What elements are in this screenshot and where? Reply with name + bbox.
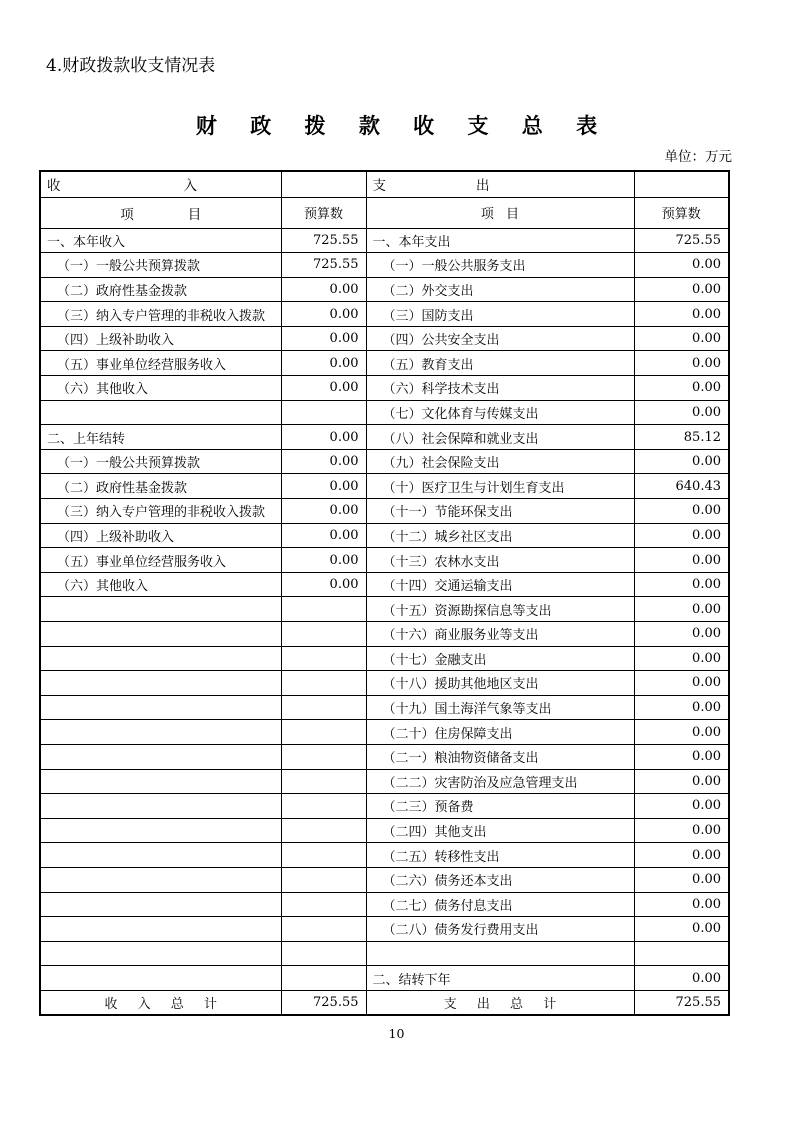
income-value-cell [281,400,366,425]
income-value-cell [281,720,366,745]
expense-item-cell: （二五）转移性支出 [366,843,634,868]
expense-value-cell: 0.00 [634,892,729,917]
income-item-cell: （五）事业单位经营服务收入 [40,548,281,573]
expense-value-cell: 0.00 [634,794,729,819]
income-item-cell: （五）事业单位经营服务收入 [40,351,281,376]
expense-item-cell: （四）公共安全支出 [366,326,634,351]
expense-item-cell: （二四）其他支出 [366,818,634,843]
table-row [40,474,729,499]
income-item-cell [40,818,281,843]
table-row [40,622,729,647]
income-header-left-char: 收 [47,178,61,195]
expense-value-cell: 640.43 [634,474,729,499]
income-value-cell [281,769,366,794]
income-item-cell [40,769,281,794]
income-header-right-char: 入 [183,178,197,195]
table-row [40,326,729,351]
income-group-header-spacer-cell [281,171,366,197]
table-row [40,449,729,474]
expense-value-cell: 0.00 [634,966,729,991]
expense-budget-column-header: 预算数 [634,197,729,228]
expense-item-cell: （十五）资源勘探信息等支出 [366,597,634,622]
income-item-cell [40,695,281,720]
income-item-cell [40,671,281,696]
income-total-value-cell: 725.55 [281,990,366,1015]
income-item-cell: （三）纳入专户管理的非税收入拨款 [40,499,281,524]
income-item-cell [40,720,281,745]
income-value-cell [281,941,366,966]
table-row [40,671,729,696]
income-value-cell: 0.00 [281,277,366,302]
income-item-cell [40,622,281,647]
table-row [40,548,729,573]
table-row [40,867,729,892]
income-total-label-cell: 收 入 总 计 [40,990,281,1015]
budget-table [39,170,730,1016]
table-row [40,917,729,942]
expense-item-cell: （十七）金融支出 [366,646,634,671]
expense-item-cell: （二十）住房保障支出 [366,720,634,745]
table-row [40,646,729,671]
expense-item-cell: （三）国防支出 [366,302,634,327]
expense-value-cell: 0.00 [634,769,729,794]
income-item-cell: （一）一般公共预算拨款 [40,449,281,474]
table-row [40,302,729,327]
income-item-cell: （四）上级补助收入 [40,326,281,351]
table-row [40,818,729,843]
expense-value-cell: 0.00 [634,499,729,524]
income-item-cell: 一、本年收入 [40,228,281,253]
income-value-cell: 0.00 [281,449,366,474]
income-value-cell: 0.00 [281,425,366,450]
expense-item-cell: （一）一般公共服务支出 [366,253,634,278]
table-row [40,253,729,278]
unit-note: 单位：万元 [664,149,732,165]
expense-item-cell: 二、结转下年 [366,966,634,991]
expense-value-cell: 0.00 [634,253,729,278]
table-row [40,941,729,966]
income-value-cell [281,867,366,892]
expense-value-cell: 0.00 [634,302,729,327]
expense-value-cell: 0.00 [634,548,729,573]
income-value-cell: 0.00 [281,474,366,499]
expense-value-cell [634,941,729,966]
income-value-cell: 0.00 [281,548,366,573]
table-row [40,499,729,524]
expense-item-cell: （十四）交通运输支出 [366,572,634,597]
total-row [40,990,729,1015]
expense-value-cell: 0.00 [634,646,729,671]
income-item-cell: （二）政府性基金拨款 [40,277,281,302]
expense-value-cell: 0.00 [634,351,729,376]
expense-item-cell: 一、本年支出 [366,228,634,253]
income-item-header-left-char: 项 [120,206,134,223]
table-row [40,351,729,376]
expense-item-cell: （二八）债务发行费用支出 [366,917,634,942]
income-value-cell [281,671,366,696]
income-value-cell [281,597,366,622]
table-row [40,597,729,622]
income-item-header-right-char: 目 [187,206,202,223]
income-value-cell [281,917,366,942]
expense-value-cell: 0.00 [634,376,729,401]
expense-value-cell: 0.00 [634,449,729,474]
income-value-cell: 725.55 [281,253,366,278]
income-item-cell [40,794,281,819]
expense-item-cell: （十九）国土海洋气象等支出 [366,695,634,720]
income-item-cell [40,400,281,425]
income-value-cell [281,843,366,868]
income-value-cell: 0.00 [281,326,366,351]
expense-item-cell: （十六）商业服务业等支出 [366,622,634,647]
expense-group-header-spacer-cell [634,171,729,197]
expense-header-right-char: 出 [476,178,490,195]
table-row [40,966,729,991]
expense-total-value-cell: 725.55 [634,990,729,1015]
expense-item-cell: （十八）援助其他地区支出 [366,671,634,696]
income-value-cell [281,892,366,917]
expense-item-cell: （十二）城乡社区支出 [366,523,634,548]
expense-group-header [373,174,490,194]
income-value-cell [281,966,366,991]
expense-item-cell: （二六）债务还本支出 [366,867,634,892]
table-row [40,843,729,868]
income-item-cell [40,867,281,892]
expense-value-cell: 85.12 [634,425,729,450]
expense-value-cell: 0.00 [634,277,729,302]
income-budget-column-header: 预算数 [281,197,366,228]
expense-value-cell: 0.00 [634,400,729,425]
expense-value-cell: 0.00 [634,818,729,843]
budget-table-body [40,171,729,1015]
expense-value-cell: 0.00 [634,720,729,745]
group-header-row [40,171,729,197]
expense-item-cell: （六）科学技术支出 [366,376,634,401]
page-title: 财 政 拨 款 收 支 总 表 [195,114,611,138]
expense-total-label-cell: 支 出 总 计 [366,990,634,1015]
expense-value-cell: 0.00 [634,917,729,942]
income-item-cell [40,941,281,966]
table-row [40,794,729,819]
income-item-cell [40,966,281,991]
income-value-cell [281,646,366,671]
expense-value-cell: 0.00 [634,622,729,647]
income-value-cell [281,744,366,769]
expense-item-cell: （五）教育支出 [366,351,634,376]
income-value-cell [281,695,366,720]
expense-header-left-char: 支 [372,178,386,195]
table-row [40,376,729,401]
income-item-cell: （三）纳入专户管理的非税收入拨款 [40,302,281,327]
expense-value-cell: 0.00 [634,572,729,597]
expense-item-cell: （十三）农林水支出 [366,548,634,573]
income-item-cell: （一）一般公共预算拨款 [40,253,281,278]
income-item-cell: （六）其他收入 [40,572,281,597]
table-row [40,720,729,745]
expense-item-cell: （二三）预备费 [366,794,634,819]
table-row [40,892,729,917]
table-row [40,744,729,769]
table-row [40,228,729,253]
income-value-cell: 0.00 [281,523,366,548]
expense-value-cell: 0.00 [634,695,729,720]
expense-item-cell: （二一）粮油物资储备支出 [366,744,634,769]
expense-value-cell: 0.00 [634,671,729,696]
income-value-cell: 0.00 [281,302,366,327]
income-value-cell: 0.00 [281,351,366,376]
income-value-cell: 0.00 [281,572,366,597]
expense-item-cell: （二）外交支出 [366,277,634,302]
expense-item-column-header: 项 目 [366,197,634,228]
expense-value-cell: 725.55 [634,228,729,253]
income-item-cell [40,843,281,868]
expense-item-cell: （二七）债务付息支出 [366,892,634,917]
expense-value-cell: 0.00 [634,843,729,868]
income-item-cell: （二）政府性基金拨款 [40,474,281,499]
income-value-cell [281,818,366,843]
table-row [40,572,729,597]
table-row [40,400,729,425]
table-row [40,769,729,794]
income-group-header-cell [40,171,281,197]
expense-value-cell: 0.00 [634,523,729,548]
income-item-cell [40,646,281,671]
income-value-cell [281,622,366,647]
income-group-header [47,174,197,194]
expense-group-header-cell [366,171,634,197]
expense-value-cell: 0.00 [634,867,729,892]
expense-item-cell: （九）社会保险支出 [366,449,634,474]
income-item-column-header-cell [40,197,281,228]
expense-item-cell [366,941,634,966]
expense-item-cell: （七）文化体育与传媒支出 [366,400,634,425]
expense-item-cell: （十）医疗卫生与计划生育支出 [366,474,634,499]
expense-value-cell: 0.00 [634,744,729,769]
income-value-cell: 725.55 [281,228,366,253]
income-item-cell: 二、上年结转 [40,425,281,450]
income-value-cell [281,794,366,819]
expense-item-cell: （八）社会保障和就业支出 [366,425,634,450]
income-value-cell: 0.00 [281,376,366,401]
page-number: 10 [388,1026,405,1041]
section-heading: 4.财政拨款收支情况表 [46,56,216,76]
table-row [40,695,729,720]
column-header-row [40,197,729,228]
income-item-cell [40,744,281,769]
expense-value-cell: 0.00 [634,597,729,622]
table-row [40,425,729,450]
income-item-cell: （六）其他收入 [40,376,281,401]
income-item-cell: （四）上级补助收入 [40,523,281,548]
income-item-cell [40,917,281,942]
expense-value-cell: 0.00 [634,326,729,351]
income-item-cell [40,892,281,917]
income-item-column-header [41,203,281,223]
income-item-cell [40,597,281,622]
table-row [40,277,729,302]
expense-item-cell: （二二）灾害防治及应急管理支出 [366,769,634,794]
expense-item-cell: （十一）节能环保支出 [366,499,634,524]
income-value-cell: 0.00 [281,499,366,524]
table-row [40,523,729,548]
